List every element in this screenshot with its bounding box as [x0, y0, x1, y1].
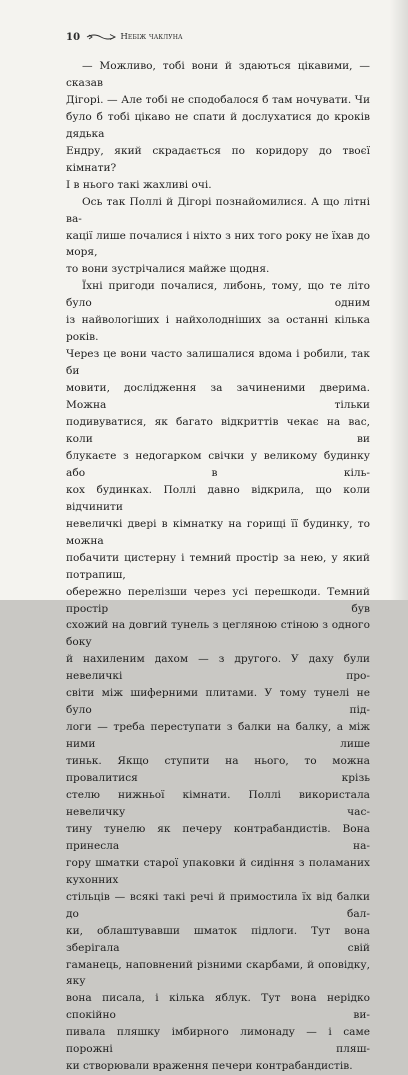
text-line: невеличкі двері в кімнатку на горищі її будинку, то можна [66, 517, 370, 547]
text-line: І в нього такі жахливі очі. [66, 178, 212, 191]
body-text [66, 58, 370, 1075]
text-line: кації лише почалися і ніхто з них того року не їхав до моря, [66, 229, 370, 259]
text-line: Їхні пригоди почалися, либонь, тому, що те літо було одним [66, 280, 370, 310]
text-line: із найвологіших і найхолодніших за останні кілька років. [66, 314, 370, 344]
text-line: мовити, дослідження за зачиненими дверима. Можна тільки [66, 382, 370, 412]
text-line: гаманець, наповнений різними скарбами, й оповідку, яку [66, 958, 370, 988]
running-header [66, 30, 183, 44]
text-line: стільців — всякі такі речі й примостила їх від балки до бал- [66, 890, 370, 920]
text-line: тину тунелю як печеру контрабандистів. Вона принесла на- [66, 822, 370, 852]
text-line: пивала пляшку імбирного лимонаду — і саме порожні пляш- [66, 1026, 370, 1056]
text-line: Ось так Поллі й Дігорі познайомилися. А що літні ва- [66, 195, 370, 225]
text-line: вона писала, і кілька яблук. Тут вона нерідко спокійно ви- [66, 992, 370, 1022]
text-line: стелю нижньої кімнати. Поллі використала невеличку час- [66, 788, 370, 818]
text-line: подивуватися, як багато відкриттів чекає на вас, коли ви [66, 416, 370, 445]
text-line: то вони зустрічалися майже щодня. [66, 263, 270, 276]
text-line: Через це вони часто залишалися вдома і робили, так би [66, 348, 370, 378]
text-line: побачити цистерну і темний простір за нею, у який потрапиш, [66, 551, 370, 581]
text-line: ки створювали враження печери контрабандистів. [66, 1060, 353, 1073]
spine-shadow [390, 0, 408, 600]
text-line: Ендру, який скрадається по коридору до твоєї кімнати? [66, 144, 370, 174]
text-line: — Можливо, тобі вони й здаються цікавими, — сказав [66, 60, 370, 89]
text-line: світи між шиферними плитами. У тому тунелі не було під- [66, 687, 370, 717]
text-line: обережно перелізши через усі перешкоди. Темний простір був [66, 585, 370, 615]
page-number: 10 [66, 31, 81, 43]
text-line: кох будинках. Поллі давно відкрила, що коли відчинити [66, 483, 370, 513]
arrow-ornament-icon [86, 32, 116, 42]
text-line: ки, облаштувавши шматок підлоги. Тут вона зберігала свій [66, 924, 370, 954]
text-line: логи — треба переступати з балки на балку, а між ними лише [66, 721, 370, 751]
text-line: було б тобі цікаво не спати й дослухатися до кроків дядька [66, 110, 370, 140]
text-line: схожий на довгий тунель з цегляною стіною з одного боку [66, 619, 370, 649]
text-line: тиньк. Якщо ступити на нього, то можна провалитися крізь [66, 755, 370, 785]
running-title: Небіж чаклуна [120, 32, 183, 42]
text-line: Дігорі. — Але тобі не сподобалося б там ночувати. Чи [66, 93, 370, 106]
text-line: гору шматки старої упаковки й сидіння з поламаних кухонних [66, 856, 370, 886]
text-line: й нахиленим дахом — з другого. У даху були невеличкі про- [66, 653, 370, 683]
text-line: блукаєте з недогарком свічки у великому будинку або в кіль- [66, 449, 370, 479]
